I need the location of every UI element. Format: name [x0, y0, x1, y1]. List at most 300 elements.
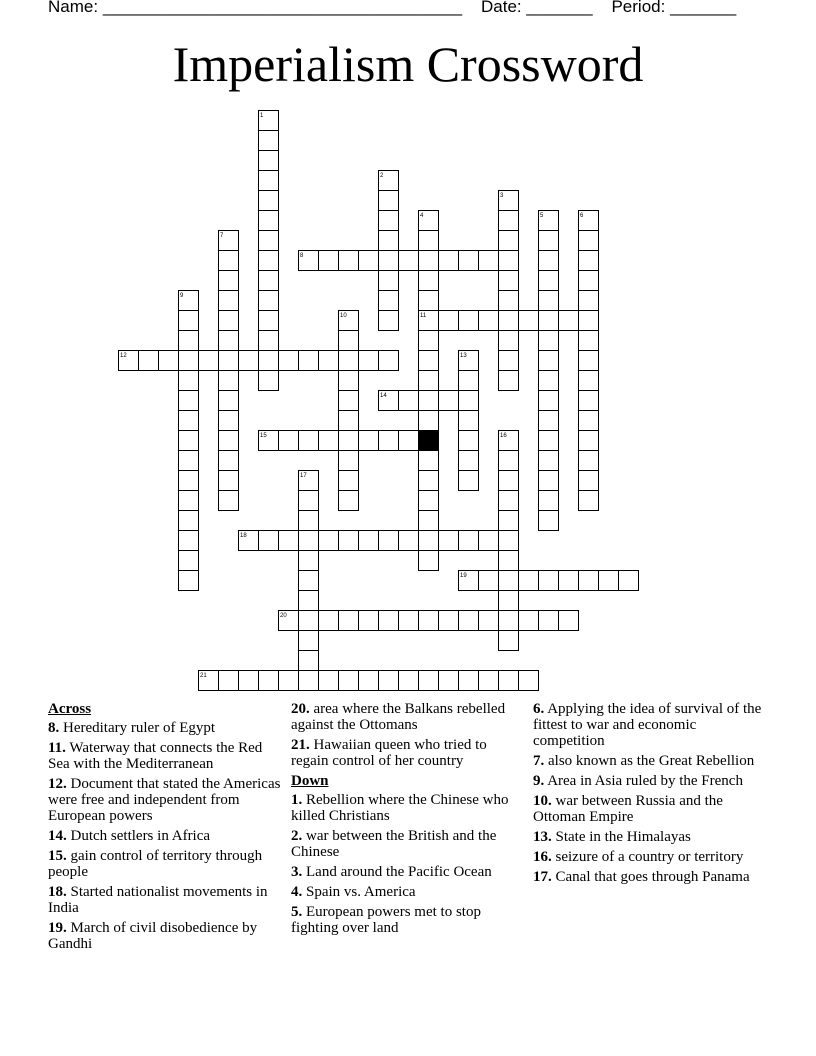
- grid-cell[interactable]: [379, 211, 399, 231]
- grid-cell[interactable]: [219, 371, 239, 391]
- grid-cell[interactable]: [499, 251, 519, 271]
- grid-cell[interactable]: [259, 531, 279, 551]
- grid-cell[interactable]: [339, 331, 359, 351]
- grid-cell[interactable]: [539, 391, 559, 411]
- grid-cell[interactable]: [579, 291, 599, 311]
- grid-cell[interactable]: [579, 411, 599, 431]
- grid-cell[interactable]: [159, 351, 179, 371]
- clue-item: [48, 740, 286, 772]
- grid-cell[interactable]: [179, 331, 199, 351]
- clue-item: [291, 864, 521, 880]
- clue-number: 6.: [533, 701, 545, 717]
- period-blank[interactable]: _______: [670, 0, 737, 16]
- grid-cell[interactable]: [379, 191, 399, 211]
- grid-cell[interactable]: [219, 291, 239, 311]
- grid-cell[interactable]: [559, 311, 579, 331]
- clue-number: 10.: [533, 793, 552, 809]
- period-label: Period:: [611, 0, 666, 16]
- grid-cell[interactable]: [599, 571, 619, 591]
- grid-cell[interactable]: [379, 431, 399, 451]
- grid-cell[interactable]: [579, 571, 599, 591]
- grid-cell[interactable]: [379, 231, 399, 251]
- clue-number-label: 1: [260, 113, 264, 119]
- clue-text: Canal that goes through Panama: [555, 869, 750, 885]
- grid-cell[interactable]: [459, 411, 479, 431]
- clue-text: Dutch settlers in Africa: [70, 828, 211, 844]
- grid-cell[interactable]: [419, 391, 439, 411]
- grid-cell[interactable]: [319, 251, 339, 271]
- clue-item: [48, 720, 286, 736]
- clue-item: [291, 701, 521, 733]
- grid-cell[interactable]: [419, 551, 439, 571]
- grid-cell[interactable]: [539, 251, 559, 271]
- grid-cell[interactable]: [259, 251, 279, 271]
- grid-cell[interactable]: [539, 471, 559, 491]
- clue-number-label: 3: [500, 193, 504, 199]
- clue-column-3: [533, 701, 763, 889]
- grid-cell[interactable]: [559, 571, 579, 591]
- clue-item: [533, 773, 763, 789]
- grid-cell[interactable]: [499, 331, 519, 351]
- grid-cell[interactable]: [339, 251, 359, 271]
- clue-number: 17.: [533, 869, 552, 885]
- clue-item: [533, 701, 763, 749]
- grid-cell[interactable]: [219, 391, 239, 411]
- grid-cell[interactable]: [539, 411, 559, 431]
- grid-cell[interactable]: [379, 271, 399, 291]
- grid-cell[interactable]: [319, 611, 339, 631]
- clue-number: 4.: [291, 884, 303, 900]
- clue-text: also known as the Great Rebellion: [548, 753, 755, 769]
- grid-cell[interactable]: [459, 391, 479, 411]
- clue-column-2: [291, 701, 521, 940]
- page-title: Imperialism Crossword: [172, 36, 644, 92]
- grid-cell[interactable]: [479, 671, 499, 691]
- grid-cell[interactable]: [379, 351, 399, 371]
- clue-number: 3.: [291, 864, 303, 880]
- grid-cell[interactable]: [499, 471, 519, 491]
- clue-number: 2.: [291, 828, 303, 844]
- grid-cell[interactable]: [139, 351, 159, 371]
- clue-number-label: 4: [420, 213, 424, 219]
- grid-cell[interactable]: [279, 531, 299, 551]
- grid-cell[interactable]: [579, 371, 599, 391]
- clue-item: [291, 828, 521, 860]
- clue-number-label: 16: [500, 433, 507, 439]
- clue-item: [48, 848, 286, 880]
- grid-cell[interactable]: [339, 451, 359, 471]
- grid-cell[interactable]: [539, 451, 559, 471]
- clue-number-label: 2: [380, 173, 384, 179]
- clue-text: Applying the idea of survival of the fittest to war and economic competition: [533, 701, 762, 749]
- clue-number: 20.: [291, 701, 310, 717]
- name-label: Name:: [48, 0, 99, 16]
- clue-number-label: 19: [460, 573, 467, 579]
- clue-number: 19.: [48, 920, 67, 936]
- grid-cell[interactable]: [359, 431, 379, 451]
- grid-cell[interactable]: [299, 531, 319, 551]
- grid-cell[interactable]: [219, 351, 239, 371]
- grid-cell[interactable]: [479, 311, 499, 331]
- grid-cell[interactable]: [339, 431, 359, 451]
- grid-cell[interactable]: [339, 371, 359, 391]
- grid-cell[interactable]: [419, 531, 439, 551]
- clue-number-label: 6: [580, 213, 584, 219]
- grid-cell[interactable]: [259, 351, 279, 371]
- grid-cell[interactable]: [539, 311, 559, 331]
- grid-cell[interactable]: [219, 491, 239, 511]
- clue-item: [533, 793, 763, 825]
- grid-cell[interactable]: [179, 511, 199, 531]
- grid-cell[interactable]: [339, 491, 359, 511]
- grid-cell[interactable]: [179, 411, 199, 431]
- grid-cell[interactable]: [519, 671, 539, 691]
- clue-heading-across: Across: [48, 701, 92, 717]
- grid-cell[interactable]: [419, 331, 439, 351]
- clue-number-label: 5: [540, 213, 544, 219]
- grid-cell[interactable]: [579, 431, 599, 451]
- grid-cell[interactable]: [499, 671, 519, 691]
- grid-cell[interactable]: [279, 431, 299, 451]
- clue-text: war between the British and the Chinese: [291, 828, 497, 860]
- grid-cell[interactable]: [399, 251, 419, 271]
- grid-cell[interactable]: [459, 251, 479, 271]
- clue-item: [48, 920, 286, 952]
- clue-item: [533, 829, 763, 845]
- clue-text: March of civil disobedience by Gandhi: [48, 920, 258, 952]
- grid-cell[interactable]: [579, 251, 599, 271]
- grid-cell[interactable]: [259, 291, 279, 311]
- grid-cell[interactable]: [179, 391, 199, 411]
- clue-number: 21.: [291, 737, 310, 753]
- grid-cell[interactable]: [539, 611, 559, 631]
- grid-cell[interactable]: [499, 371, 519, 391]
- grid-cell[interactable]: [399, 531, 419, 551]
- clue-text: Document that stated the Americas were free and independent from European powers: [48, 776, 281, 824]
- grid-cell[interactable]: [219, 471, 239, 491]
- grid-cell[interactable]: [539, 331, 559, 351]
- grid-cell[interactable]: [219, 671, 239, 691]
- clue-text: war between Russia and the Ottoman Empire: [533, 793, 723, 825]
- grid-cell[interactable]: [399, 431, 419, 451]
- grid-cell[interactable]: [459, 471, 479, 491]
- grid-cell[interactable]: [359, 351, 379, 371]
- grid-cell[interactable]: [259, 231, 279, 251]
- grid-cell[interactable]: [419, 291, 439, 311]
- grid-cell[interactable]: [479, 611, 499, 631]
- grid-cell[interactable]: [179, 311, 199, 331]
- clue-item: [291, 792, 521, 824]
- clue-number: 15.: [48, 848, 67, 864]
- grid-cell[interactable]: [519, 311, 539, 331]
- grid-cell[interactable]: [499, 311, 519, 331]
- grid-cell[interactable]: [219, 451, 239, 471]
- grid-cell[interactable]: [259, 371, 279, 391]
- clue-number: 13.: [533, 829, 552, 845]
- grid-cell[interactable]: [459, 531, 479, 551]
- grid-cell[interactable]: [279, 671, 299, 691]
- grid-cell[interactable]: [239, 351, 259, 371]
- clue-text: Spain vs. America: [306, 884, 416, 900]
- grid-cell[interactable]: [299, 511, 319, 531]
- grid-cell[interactable]: [219, 431, 239, 451]
- grid-cell[interactable]: [199, 351, 219, 371]
- clue-number: 7.: [533, 753, 545, 769]
- grid-cell[interactable]: [579, 471, 599, 491]
- grid-cell[interactable]: [359, 611, 379, 631]
- grid-cell[interactable]: [459, 431, 479, 451]
- grid-cell[interactable]: [299, 591, 319, 611]
- clue-text: gain control of territory through people: [48, 848, 263, 880]
- grid-cell[interactable]: [179, 451, 199, 471]
- grid-cell[interactable]: [459, 311, 479, 331]
- grid-cell[interactable]: [479, 531, 499, 551]
- clue-number: 12.: [48, 776, 67, 792]
- clue-item: [291, 904, 521, 936]
- grid-cell[interactable]: [219, 331, 239, 351]
- grid-cell[interactable]: [419, 611, 439, 631]
- clue-text: area where the Balkans rebelled against the Ottomans: [291, 701, 506, 733]
- clue-number-label: 13: [460, 353, 467, 359]
- clue-item: [48, 776, 286, 824]
- grid-cell[interactable]: [619, 571, 639, 591]
- grid-cell[interactable]: [339, 611, 359, 631]
- grid-cell[interactable]: [539, 571, 559, 591]
- grid-cell[interactable]: [499, 611, 519, 631]
- grid-cell[interactable]: [499, 511, 519, 531]
- grid-cell[interactable]: [419, 231, 439, 251]
- grid-cell[interactable]: [299, 671, 319, 691]
- grid-cell[interactable]: [539, 431, 559, 451]
- grid-cell[interactable]: [499, 451, 519, 471]
- grid-cell[interactable]: [259, 131, 279, 151]
- clue-text: Rebellion where the Chinese who killed Christians: [291, 792, 509, 824]
- grid-cell[interactable]: [179, 351, 199, 371]
- grid-cell[interactable]: [319, 431, 339, 451]
- clue-text: State in the Himalayas: [555, 829, 691, 845]
- grid-cell[interactable]: [439, 611, 459, 631]
- clue-item: [533, 753, 763, 769]
- grid-cell[interactable]: [479, 251, 499, 271]
- grid-cell[interactable]: [339, 411, 359, 431]
- clue-item: [291, 737, 521, 769]
- clue-item: [533, 869, 763, 885]
- clue-number: 1.: [291, 792, 303, 808]
- grid-cell[interactable]: [219, 411, 239, 431]
- clue-text: Land around the Pacific Ocean: [306, 864, 492, 880]
- grid-cell[interactable]: [459, 671, 479, 691]
- grid-cell[interactable]: [359, 671, 379, 691]
- grid-cell[interactable]: [179, 491, 199, 511]
- grid-cell[interactable]: [379, 611, 399, 631]
- clue-item: [48, 828, 286, 844]
- grid-cell[interactable]: [499, 551, 519, 571]
- black-cell: [419, 431, 439, 451]
- clue-number-label: 10: [340, 313, 347, 319]
- grid-cell[interactable]: [499, 271, 519, 291]
- grid-cell[interactable]: [499, 571, 519, 591]
- clue-number: 18.: [48, 884, 67, 900]
- grid-cell[interactable]: [299, 611, 319, 631]
- grid-cell[interactable]: [379, 671, 399, 691]
- grid-cell[interactable]: [299, 651, 319, 671]
- grid-cell[interactable]: [499, 631, 519, 651]
- clue-number: 14.: [48, 828, 67, 844]
- grid-cell[interactable]: [299, 551, 319, 571]
- grid-cell[interactable]: [499, 491, 519, 511]
- grid-cell[interactable]: [179, 471, 199, 491]
- clue-number-label: 7: [220, 233, 224, 239]
- grid-cell[interactable]: [259, 211, 279, 231]
- date-label: Date:: [481, 0, 522, 16]
- grid-cell[interactable]: [439, 251, 459, 271]
- grid-cell[interactable]: [279, 351, 299, 371]
- grid-cell[interactable]: [179, 371, 199, 391]
- clue-item: [533, 849, 763, 865]
- name-blank[interactable]: ______________________________________: [102, 0, 463, 16]
- grid-cell[interactable]: [419, 271, 439, 291]
- grid-cell[interactable]: [579, 311, 599, 331]
- clue-text: Area in Asia ruled by the French: [547, 773, 743, 789]
- grid-cell[interactable]: [439, 531, 459, 551]
- clue-text: Started nationalist movements in India: [48, 884, 268, 916]
- grid-cell[interactable]: [299, 631, 319, 651]
- clue-item: [48, 884, 286, 916]
- grid-cell[interactable]: [539, 511, 559, 531]
- grid-cell[interactable]: [379, 251, 399, 271]
- grid-cell[interactable]: [299, 491, 319, 511]
- grid-cell[interactable]: [419, 251, 439, 271]
- grid-cell[interactable]: [379, 531, 399, 551]
- clue-number-label: 17: [300, 473, 307, 479]
- clue-heading-down: Down: [291, 773, 329, 789]
- grid-cell[interactable]: [399, 671, 419, 691]
- grid-cell[interactable]: [179, 571, 199, 591]
- grid-cell[interactable]: [499, 591, 519, 611]
- grid-cell[interactable]: [359, 531, 379, 551]
- grid-cell[interactable]: [439, 311, 459, 331]
- grid-cell[interactable]: [259, 671, 279, 691]
- grid-cell[interactable]: [539, 271, 559, 291]
- grid-cell[interactable]: [319, 351, 339, 371]
- grid-cell[interactable]: [419, 371, 439, 391]
- grid-cell[interactable]: [399, 391, 419, 411]
- grid-cell[interactable]: [219, 311, 239, 331]
- grid-cell[interactable]: [539, 491, 559, 511]
- grid-cell[interactable]: [419, 351, 439, 371]
- grid-cell[interactable]: [379, 291, 399, 311]
- grid-cell[interactable]: [219, 251, 239, 271]
- grid-cell[interactable]: [499, 291, 519, 311]
- grid-cell[interactable]: [179, 431, 199, 451]
- grid-cell[interactable]: [259, 151, 279, 171]
- grid-cell[interactable]: [419, 411, 439, 431]
- grid-cell[interactable]: [439, 671, 459, 691]
- grid-cell[interactable]: [239, 671, 259, 691]
- grid-cell[interactable]: [419, 491, 439, 511]
- grid-cell[interactable]: [579, 331, 599, 351]
- clue-text: Hereditary ruler of Egypt: [63, 720, 216, 736]
- clue-number: 9.: [533, 773, 545, 789]
- date-blank[interactable]: _______: [526, 0, 593, 16]
- grid-cell[interactable]: [399, 611, 419, 631]
- clue-number-label: 15: [260, 433, 267, 439]
- grid-cell[interactable]: [579, 491, 599, 511]
- grid-cell[interactable]: [459, 371, 479, 391]
- grid-cell[interactable]: [579, 271, 599, 291]
- grid-cell[interactable]: [499, 351, 519, 371]
- clue-number-label: 21: [200, 673, 207, 679]
- grid-cell[interactable]: [179, 531, 199, 551]
- grid-cell[interactable]: [259, 171, 279, 191]
- grid-cell[interactable]: [419, 671, 439, 691]
- grid-cell[interactable]: [339, 531, 359, 551]
- grid-cell[interactable]: [379, 311, 399, 331]
- grid-cell[interactable]: [259, 331, 279, 351]
- clue-text: seizure of a country or territory: [555, 849, 744, 865]
- grid-cell[interactable]: [359, 251, 379, 271]
- grid-cell[interactable]: [339, 391, 359, 411]
- grid-cell[interactable]: [539, 291, 559, 311]
- grid-cell[interactable]: [459, 611, 479, 631]
- grid-cell[interactable]: [419, 511, 439, 531]
- clue-text: Waterway that connects the Red Sea with the Mediterranean: [48, 740, 263, 772]
- grid-cell[interactable]: [259, 271, 279, 291]
- grid-cell[interactable]: [419, 451, 439, 471]
- grid-cell[interactable]: [439, 391, 459, 411]
- clue-number-label: 12: [120, 353, 127, 359]
- clue-number-label: 9: [180, 293, 184, 299]
- grid-cell[interactable]: [319, 531, 339, 551]
- grid-cell[interactable]: [499, 211, 519, 231]
- grid-cell[interactable]: [579, 351, 599, 371]
- grid-cell[interactable]: [519, 571, 539, 591]
- clue-number: 11.: [48, 740, 66, 756]
- grid-cell[interactable]: [459, 451, 479, 471]
- grid-cell[interactable]: [419, 471, 439, 491]
- clue-number: 16.: [533, 849, 552, 865]
- grid-cell[interactable]: [339, 671, 359, 691]
- grid-cell[interactable]: [499, 231, 519, 251]
- grid-cell[interactable]: [299, 351, 319, 371]
- grid-cell[interactable]: [499, 531, 519, 551]
- clue-number-label: 20: [280, 613, 287, 619]
- grid-cell[interactable]: [579, 231, 599, 251]
- grid-cell[interactable]: [299, 431, 319, 451]
- grid-cell[interactable]: [259, 311, 279, 331]
- clue-number-label: 11: [420, 313, 427, 319]
- grid-cell[interactable]: [479, 571, 499, 591]
- clue-number-label: 14: [380, 393, 387, 399]
- grid-cell[interactable]: [519, 611, 539, 631]
- clue-number: 5.: [291, 904, 303, 920]
- grid-cell[interactable]: [299, 571, 319, 591]
- grid-cell[interactable]: [339, 471, 359, 491]
- grid-cell[interactable]: [539, 231, 559, 251]
- grid-cell[interactable]: [539, 351, 559, 371]
- grid-cell[interactable]: [339, 351, 359, 371]
- grid-cell[interactable]: [539, 371, 559, 391]
- grid-cell[interactable]: [219, 271, 239, 291]
- grid-cell[interactable]: [319, 671, 339, 691]
- clue-text: Hawaiian queen who tried to regain control of her country: [291, 737, 487, 769]
- grid-cell[interactable]: [259, 191, 279, 211]
- grid-cell[interactable]: [579, 451, 599, 471]
- clue-number-label: 8: [300, 253, 304, 259]
- grid-cell[interactable]: [579, 391, 599, 411]
- grid-cell[interactable]: [179, 551, 199, 571]
- grid-cell[interactable]: [559, 611, 579, 631]
